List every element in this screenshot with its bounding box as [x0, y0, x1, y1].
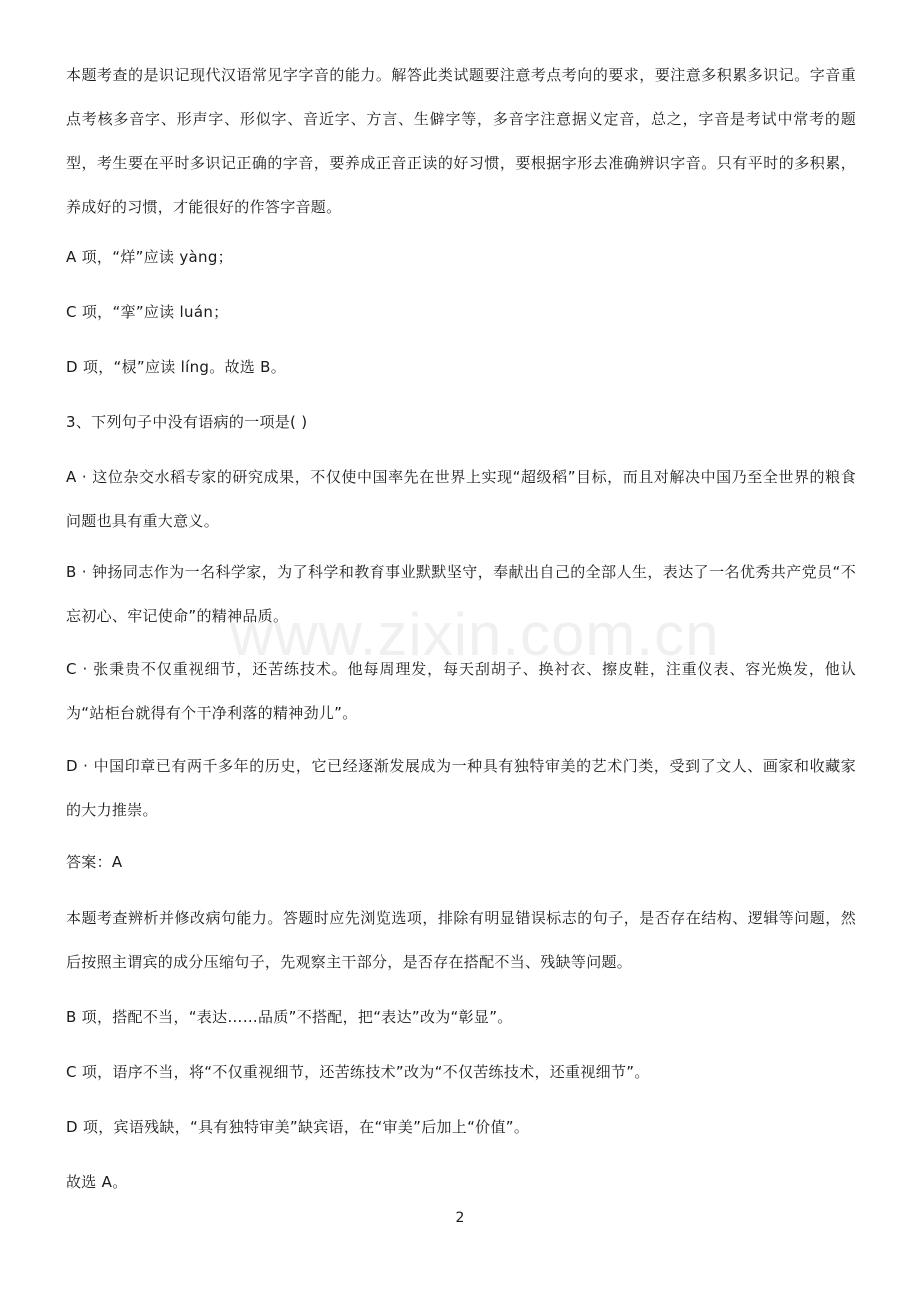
question-3: 3、下列句子中没有语病的一项是( ): [66, 413, 308, 431]
question-3-option-c: C · 张秉贵不仅重视细节，还苦练技术。他每周理发，每天刮胡子、换衬衣、擦皮鞋，注重仪表、容光焕发，他认为“站柜台就得有个干净利落的精神劲儿”。: [66, 660, 856, 722]
watermark: www.zixin.com.cn: [230, 601, 720, 668]
option-a-pronunciation: A 项，“烊”应读 yàng；: [66, 248, 233, 266]
explanation-option-c: C 项，语序不当，将“不仅重视细节，还苦练技术”改为“不仅苦练技术，还重视细节”。: [66, 1063, 650, 1081]
final-answer: 故选 A。: [66, 1173, 128, 1191]
option-c-pronunciation: C 项，“挛”应读 luán；: [66, 303, 229, 321]
answer-line: 答案：A: [66, 853, 123, 871]
explanation-paragraph-2: 本题考查辨析并修改病句能力。答题时应先浏览选项，排除有明显错误标志的句子，是否存在结构、逻辑等问题，然后按照主谓宾的成分压缩句子，先观察主干部分，是否存在搭配不当、残缺等问题。: [66, 909, 856, 971]
question-3-option-d: D · 中国印章已有两千多年的历史，它已经逐渐发展成为一种具有独特审美的艺术门类，受到了文人、画家和收藏家的大力推崇。: [66, 757, 856, 819]
option-d-pronunciation: D 项，“棂”应读 líng。故选 B。: [66, 358, 287, 376]
question-3-option-a: A · 这位杂交水稻专家的研究成果，不仅使中国率先在世界上实现“超级稻”目标，而且对解决中国乃至全世界的粮食问题也具有重大意义。: [66, 468, 856, 530]
page-number: 2: [455, 1210, 465, 1226]
question-3-option-b: B · 钟扬同志作为一名科学家，为了科学和教育事业默默坚守，奉献出自己的全部人生，表达了一名优秀共产党员“不忘初心、牢记使命”的精神品质。: [66, 563, 856, 625]
explanation-option-d: D 项，宾语残缺，“具有独特审美”缺宾语，在“审美”后加上“价值”。: [66, 1118, 530, 1136]
explanation-paragraph-1: 本题考查的是识记现代汉语常见字字音的能力。解答此类试题要注意考点考向的要求，要注意多积累多识记。字音重点考核多音字、形声字、形似字、音近字、方言、生僻字等，多音字注意据义定音，总之，字音是考试中常考的题型，考生要在平时多识记正确的字音，要养成正音正读的好习惯，要根据字形去准确辨识字音。只有平时的多积累，养成好的习惯，才能很好的作答字音题。: [66, 66, 856, 216]
explanation-option-b: B 项，搭配不当，“表达……品质”不搭配，把“表达”改为“彰显”。: [66, 1008, 513, 1026]
